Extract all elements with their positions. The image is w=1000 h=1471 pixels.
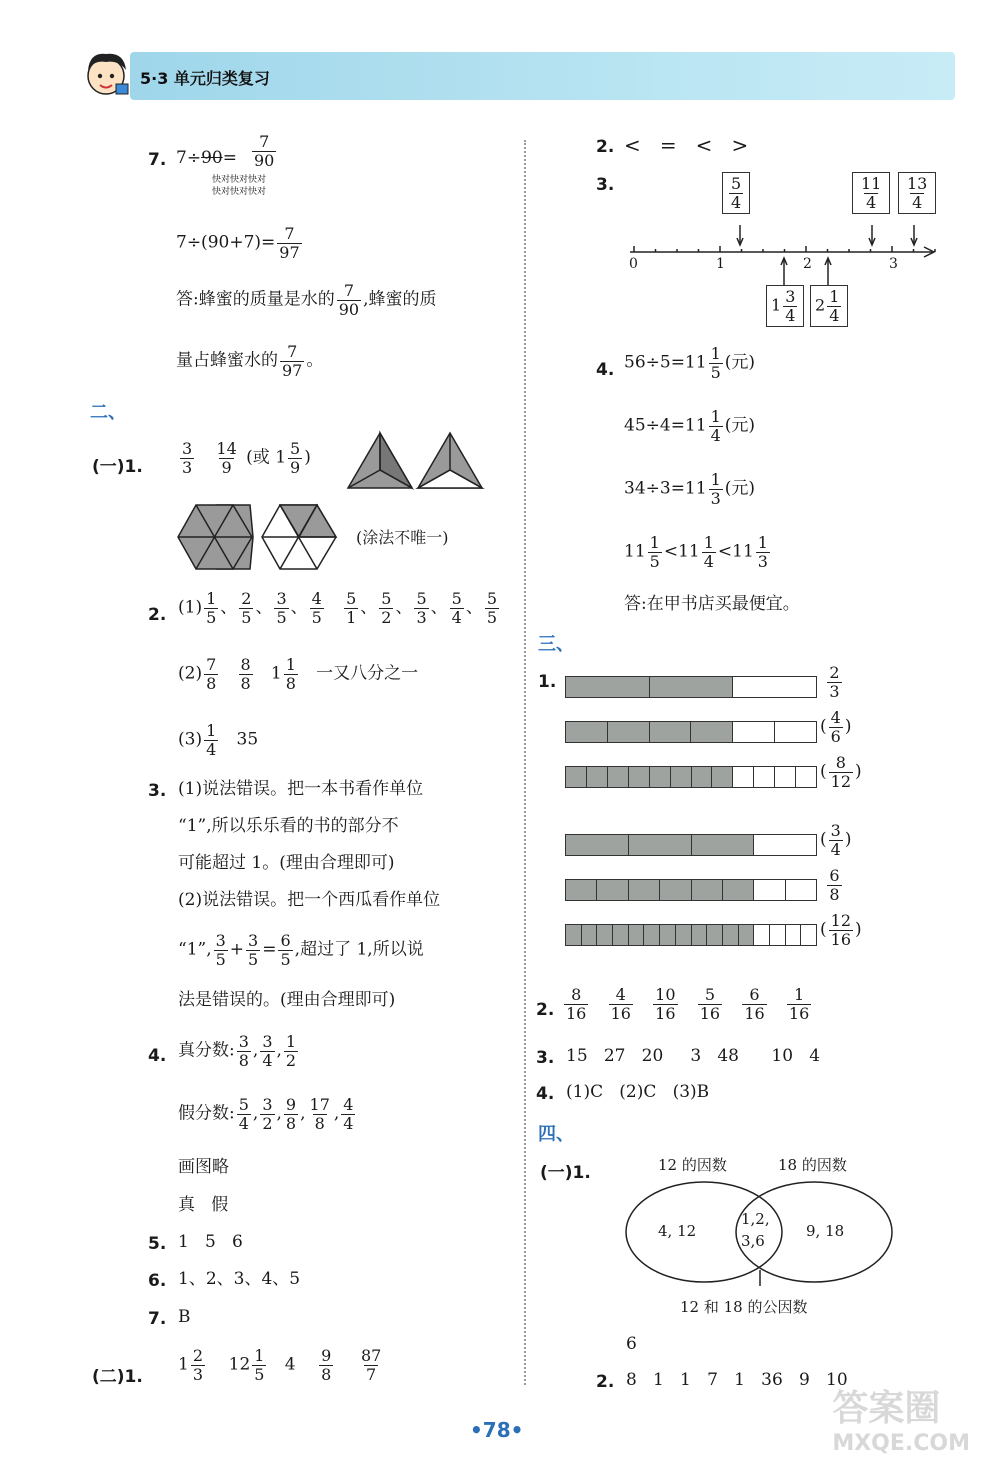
fraction-bar [565,924,817,946]
nl-box-11-4: $\frac{11}{4}$ [852,172,890,214]
s2-answer: 1 $\frac{2}{3}$ 12 $\frac{1}{5}$ 4 $\frac{9}{8}$ $\frac{87}{7}$ [178,1346,382,1384]
bar-fraction: ( $\frac{8}{12}$ ) [820,753,862,791]
bar-segment [692,925,708,945]
q7-answer1: 答:蜂蜜的质量是水的 $\frac{7}{90}$ ,蜂蜜的质 [176,281,437,319]
q7-frac1: $\frac{7}{90}$ [254,132,275,170]
t3-answer: 15 27 20 3 48 10 4 [566,1046,821,1066]
venn-caption: 12 和 18 的公因数 [680,1298,808,1316]
v-label: (一)1. [540,1163,591,1183]
bar-segment [608,722,650,742]
bar-segment [723,925,739,945]
p3-line6: 法是错误的。(理由合理即可) [178,990,396,1010]
triangle-diagrams [345,430,485,492]
nl-box-1-3-4: 1 $\frac{3}{4}$ [766,285,804,327]
r2-label: 2. [596,137,615,157]
r3-label: 3. [596,175,615,195]
t3-label: 3. [536,1048,555,1068]
hexagon-diagrams [176,502,341,572]
bar-segment [629,767,650,787]
venn-left-title: 12 的因数 [658,1156,727,1174]
q7-label: 7. [148,150,167,170]
p3-line2: “1”,所以乐乐看的书的部分不 [178,816,399,836]
p1-answer: $\frac{3}{3}$ $\frac{14}{9}$ (或 1 $\frac{5}{9}$ ) [182,439,311,477]
nl-tick-1: 1 [716,256,725,272]
p2-label: 2. [148,605,167,625]
venn-answer: 6 [626,1334,637,1354]
bar-segment [733,677,816,697]
bar-segment [754,835,816,855]
q7-scribble1: 快对快对快对 [212,175,267,185]
fraction-bar [565,721,817,743]
bar-segment [786,880,816,900]
nl-box-5-4: $\frac{5}{4}$ [722,172,750,214]
t2-answer: $\frac{8}{16}$ $\frac{4}{16}$ $\frac{10}{16}$ $\frac{5}{16}$ $\frac{6}{16}$ $\frac{1}{16}$ [566,985,810,1023]
r4-label: 4. [596,360,615,380]
r2-answer: < = < > [624,133,749,157]
venn-mid-2: 3,6 [741,1232,765,1250]
header-title: 5·3 单元归类复习 [140,69,270,88]
venn-right-title: 18 的因数 [778,1156,847,1174]
nl-tick-2: 2 [803,256,812,272]
bar-segment [597,925,613,945]
q7-line2: 7÷(90+7)= $\frac{7}{97}$ [176,224,300,262]
bar-fraction: ( $\frac{4}{6}$ ) [820,708,852,746]
bar-segment [566,677,650,697]
bar-segment [566,767,587,787]
p4-proper: 真分数: $\frac{3}{8}$ , $\frac{3}{4}$ , $\frac{1}{2}$ [178,1032,297,1070]
p1-label: (一)1. [92,457,143,477]
p3-line4: (2)说法错误。把一个西瓜看作单位 [178,890,441,910]
bar-segment [613,925,629,945]
bar-segment [587,767,608,787]
bar-fraction: $\frac{6}{8}$ [829,866,840,904]
t4-answer: (1)C (2)C (3)B [566,1082,710,1102]
t2-label: 2. [536,1000,555,1020]
bar-segment [629,835,692,855]
v2-label: 2. [596,1372,615,1392]
p5-label: 5. [148,1234,167,1254]
bar-segment [770,925,786,945]
bar-segment [723,880,754,900]
p4-tf: 真 假 [178,1195,229,1215]
bar-segment [692,767,713,787]
bar-segment [660,925,676,945]
bar-segment [629,880,660,900]
bar-segment [582,925,598,945]
bar-segment [650,677,734,697]
nl-tick-3: 3 [889,256,898,272]
bar-segment [739,925,755,945]
p4-improper: 假分数: $\frac{5}{4}$ , $\frac{3}{2}$ , $\frac{9}{8}$ , $\frac{17}{8}$ , $\frac{4}{4}$ [178,1095,354,1133]
bar-segment [733,722,775,742]
section-3-heading: 三、 [538,634,574,655]
section-2-heading: 二、 [90,402,126,423]
q7-line1 [176,150,237,167]
bar-segment [566,925,582,945]
bar-segment [671,767,692,787]
p6-label: 6. [148,1271,167,1291]
t4-label: 4. [536,1084,555,1104]
bar-segment [676,925,692,945]
bar-segment [566,835,629,855]
mascot-icon [80,48,132,104]
q7-eq: = [222,148,237,168]
fraction-bar [565,834,817,856]
fraction-bar [565,879,817,901]
bar-segment [707,925,723,945]
p2-1: (1) $\frac{1}{5}$ 、 $\frac{2}{5}$ 、 $\frac{3}{5}$ 、 $\frac{4}{5}$ $\frac{5}{1}$ 、 $\frac{5}{2}$ 、 $\frac{5}{3}$ 、 $\frac{5}{4}$ 、 $\frac{5}{5}$ [178,589,497,627]
bar-segment [775,722,816,742]
bar-segment [629,925,645,945]
p2-2: (2) $\frac{7}{8}$ $\frac{8}{8}$ 1 $\frac{1}{8}$ 一又八分之一 [178,655,419,693]
p5-answer: 1 5 6 [178,1232,243,1252]
q7-crossed: 90 [201,148,223,168]
p1-note: (涂法不唯一) [356,528,449,547]
bar-fraction: $\frac{2}{3}$ [829,663,840,701]
nl-tick-0: 0 [629,256,638,272]
page-number: •78• [470,1418,524,1442]
bar-segment [597,880,628,900]
venn-mid-1: 1,2, [741,1210,770,1228]
bar-segment [754,880,785,900]
v2-answer: 8 1 1 7 1 36 9 10 [626,1370,848,1390]
watermark-logo: 答案圈 MXQE.COM [832,1388,970,1456]
bar-segment [754,767,775,787]
p7-label: 7. [148,1309,167,1329]
r4-line2: 45÷4=11 $\frac{1}{4}$ (元) [624,407,756,445]
bar-segment [660,880,691,900]
venn-left: 4, 12 [658,1222,697,1240]
fraction-bar [565,676,817,698]
nl-box-13-4: $\frac{13}{4}$ [898,172,936,214]
q7-line1-pre: 7÷ [176,148,202,168]
column-divider [524,140,526,1385]
section-4-heading: 四、 [538,1124,574,1145]
p3-line1: (1)说法错误。把一本书看作单位 [178,779,424,799]
bar-segment [644,925,660,945]
p7-answer: B [178,1307,191,1327]
nl-box-2-1-4: 2 $\frac{1}{4}$ [810,285,848,327]
bar-segment [786,925,802,945]
bar-segment [691,722,733,742]
bar-segment [566,880,597,900]
t1-label: 1. [538,672,557,692]
r4-line3: 34÷3=11 $\frac{1}{3}$ (元) [624,470,756,508]
q7-answer2: 量占蜂蜜水的 $\frac{7}{97}$ 。 [176,342,324,380]
venn-right: 9, 18 [806,1222,845,1240]
p2-3: (3) $\frac{1}{4}$ 35 [178,721,259,759]
bar-segment [692,880,723,900]
bar-segment [775,767,796,787]
bar-segment [712,767,733,787]
bar-segment [796,767,816,787]
bar-fraction: ( $\frac{3}{4}$ ) [820,821,852,859]
bar-segment [801,925,816,945]
p3-label: 3. [148,781,167,801]
bar-segment [566,722,608,742]
s2-label: (二)1. [92,1367,143,1387]
bar-segment [608,767,629,787]
p6-answer: 1、2、3、4、5 [178,1269,301,1289]
bar-fraction: ( $\frac{12}{16}$ ) [820,911,862,949]
bar-segment [650,722,692,742]
p4-draw: 画图略 [178,1157,229,1177]
p4-label: 4. [148,1046,167,1066]
r4-compare: 11 $\frac{1}{5}$ <11 $\frac{1}{4}$ <11 $\frac{1}{3}$ [624,533,768,571]
fraction-bar [565,766,817,788]
bar-segment [692,835,755,855]
r4-answer: 答:在甲书店买最便宜。 [624,594,800,614]
p3-line3: 可能超过 1。(理由合理即可) [178,853,395,873]
bar-segment [650,767,671,787]
q7-scribble2: 快对快对快对 [212,187,267,197]
bar-segment [733,767,754,787]
bar-segment [754,925,770,945]
r4-line1: 56÷5=11 $\frac{1}{5}$ (元) [624,344,756,382]
p3-line5: “1”, $\frac{3}{5}$ + $\frac{3}{5}$ = $\frac{6}{5}$ ,超过了 1,所以说 [178,931,424,969]
